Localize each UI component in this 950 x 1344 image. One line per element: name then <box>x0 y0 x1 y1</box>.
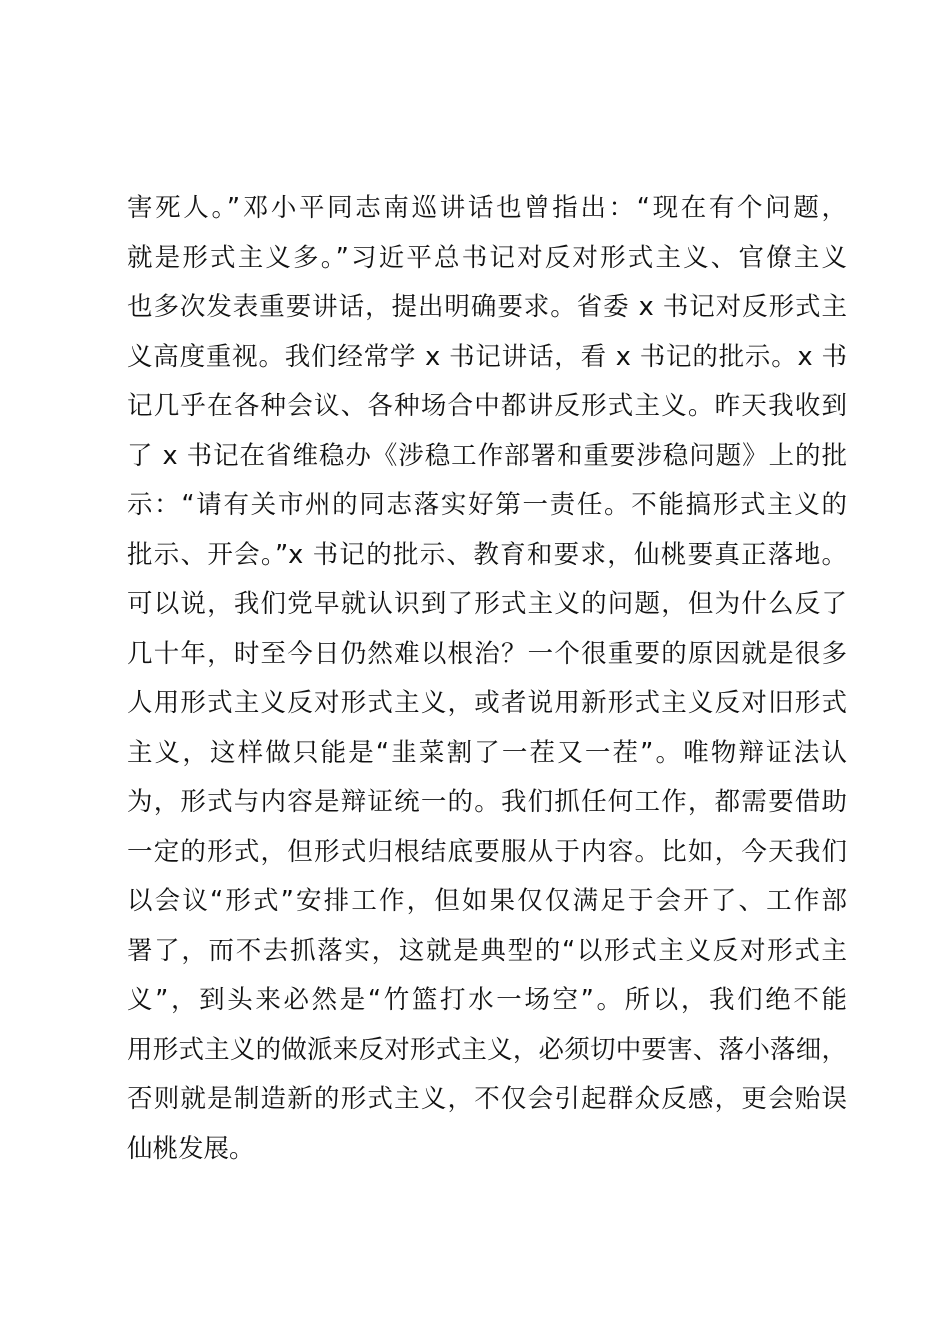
text-line: 否则就是制造新的形式主义，不仅会引起群众反感，更会贻误 <box>127 1084 847 1114</box>
text-line: 义”，到头来必然是“竹篮打水一场空”。所以，我们绝不能 <box>127 985 847 1015</box>
text-line: 义高度重视。我们经常学 x 书记讲话，看 x 书记的批示。x 书 <box>127 341 847 372</box>
text-line: 用形式主义的做派来反对形式主义，必须切中要害、落小落细， <box>127 1034 847 1065</box>
text-line: 就是形式主义多。”习近平总书记对反对形式主义、官僚主义 <box>127 242 847 273</box>
text-line: 为，形式与内容是辩证统一的。我们抓任何工作，都需要借助 <box>127 787 847 817</box>
text-line: 一定的形式，但形式归根结底要服从于内容。比如，今天我们 <box>127 836 847 867</box>
text-line: 了 x 书记在省维稳办《涉稳工作部署和重要涉稳问题》上的批 <box>127 440 847 471</box>
text-line: 记几乎在各种会议、各种场合中都讲反形式主义。昨天我收到 <box>127 391 847 421</box>
text-line: 以会议“形式”安排工作，但如果仅仅满足于会开了、工作部 <box>127 886 847 916</box>
body-paragraph <box>127 184 847 1174</box>
text-line: 害死人。”邓小平同志南巡讲话也曾指出：“现在有个问题， <box>127 193 847 223</box>
text-line: 也多次发表重要讲话，提出明确要求。省委 x 书记对反形式主 <box>127 292 847 322</box>
text-line: 署了，而不去抓落实，这就是典型的“以形式主义反对形式主 <box>127 935 847 966</box>
text-line: 人用形式主义反对形式主义，或者说用新形式主义反对旧形式 <box>127 688 847 718</box>
text-line: 几十年，时至今日仍然难以根治？一个很重要的原因就是很多 <box>127 638 847 669</box>
text-line: 可以说，我们党早就认识到了形式主义的问题，但为什么反了 <box>127 589 847 619</box>
text-line: 示：“请有关市州的同志落实好第一责任。不能搞形式主义的 <box>127 490 847 520</box>
text-line: 批示、开会。”x 书记的批示、教育和要求，仙桃要真正落地。 <box>127 539 847 570</box>
text-line: 仙桃发展。 <box>127 1133 255 1164</box>
text-line: 主义，这样做只能是“韭菜割了一茬又一茬”。唯物辩证法认 <box>127 737 847 768</box>
